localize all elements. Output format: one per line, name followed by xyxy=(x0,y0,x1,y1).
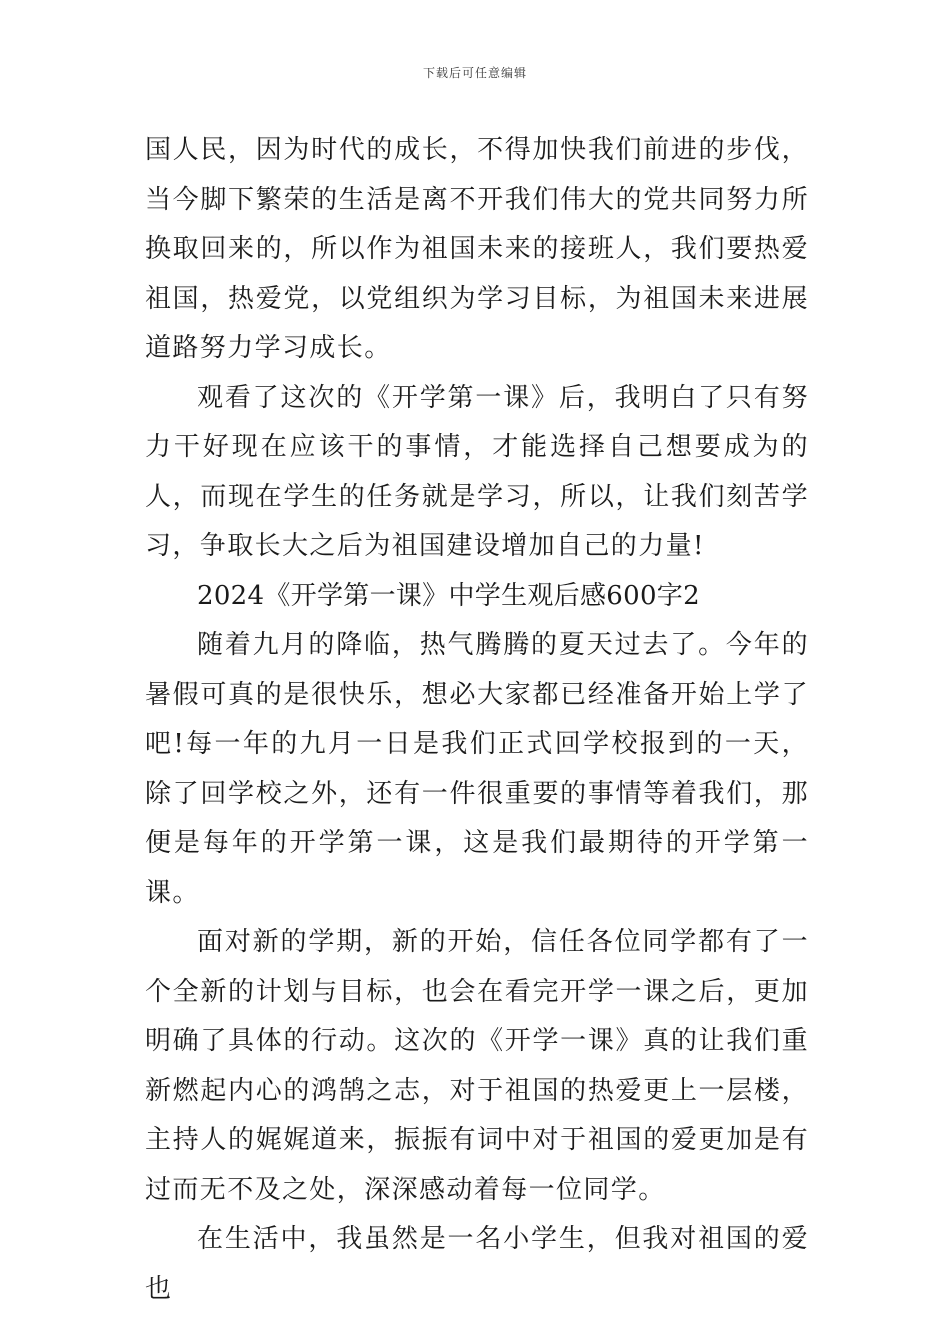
section-heading: 2024《开学第一课》中学生观后感600字2 xyxy=(197,580,700,611)
paragraph: 随着九月的降临，热气腾腾的夏天过去了。今年的暑假可真的是很快乐，想必大家都已经准备开始上学了吧!每一年的九月一日是我们正式回学校报到的一天，除了回学校之外，还有一件很重要的事情等着我们，那便是每年的开学第一课，这是我们最期待的开学第一课。 xyxy=(145,630,809,908)
page-header: 下载后可任意编辑 xyxy=(422,66,527,80)
paragraph: 在生活中，我虽然是一名小学生，但我对祖国的爱也 xyxy=(145,1224,809,1304)
document-body xyxy=(145,126,809,1314)
paragraph-continued: 国人民，因为时代的成长，不得加快我们前进的步伐，当今脚下繁荣的生活是离不开我们伟大的党共同努力所换取回来的，所以作为祖国未来的接班人，我们要热爱祖国，热爱党，以党组织为学习目标，为祖国未来进展道路努力学习成长。 xyxy=(145,135,809,363)
paragraph: 观看了这次的《开学第一课》后，我明白了只有努力干好现在应该干的事情，才能选择自己想要成为的人，而现在学生的任务就是学习，所以，让我们刻苦学习，争取长大之后为祖国建设增加自己的力量! xyxy=(145,382,809,561)
paragraph: 面对新的学期，新的开始，信任各位同学都有了一个全新的计划与目标，也会在看完开学一课之后，更加明确了具体的行动。这次的《开学一课》真的让我们重新燃起内心的鸿鹄之志，对于祖国的热爱更上一层楼，主持人的娓娓道来，振振有词中对于祖国的爱更加是有过而无不及之处，深深感动着每一位同学。 xyxy=(145,927,809,1205)
